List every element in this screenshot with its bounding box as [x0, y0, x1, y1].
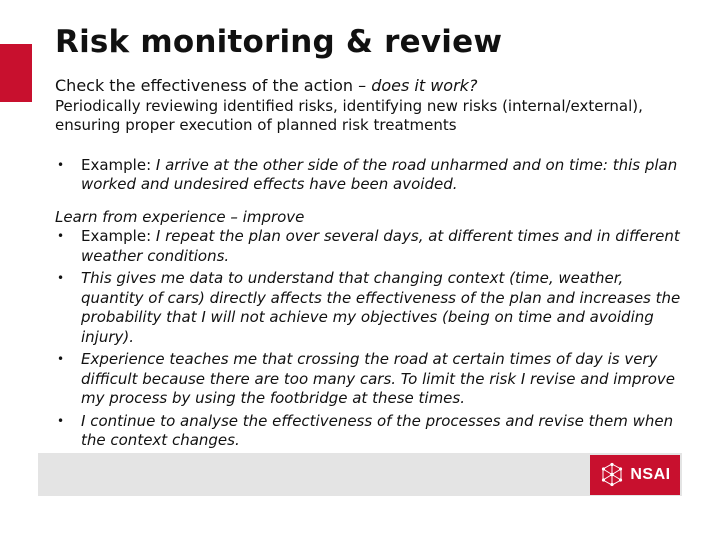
slide-content — [55, 76, 685, 454]
example-label: Example: — [81, 227, 152, 245]
nsai-logo — [590, 455, 680, 495]
learn-item-text: Experience teaches me that crossing the road at certain times of day is very difficult because there are too many cars. To limit the risk I revise and improve my process by using the footbridge at these times. — [81, 350, 676, 407]
list-item — [55, 350, 685, 409]
slide-title: Risk monitoring & review — [55, 24, 503, 60]
learn-list — [55, 227, 685, 451]
list-item — [55, 156, 685, 195]
intro-lead-italic: does it work? — [371, 76, 478, 95]
intro-lead-text: Check the effectiveness of the action – — [55, 76, 372, 95]
nsai-network-icon — [599, 462, 625, 488]
bullet-marker: • — [57, 271, 65, 285]
bullet-marker: • — [57, 229, 65, 243]
learn-heading: Learn from experience – improve — [55, 207, 305, 226]
learn-item-text: I continue to analyse the effectiveness of the processes and revise them when the context changes. — [81, 411, 674, 449]
bullet-marker: • — [57, 413, 65, 428]
list-item — [55, 227, 685, 266]
accent-bar — [0, 44, 32, 102]
intro-lead — [55, 76, 685, 96]
learn-item-text: I repeat the plan over several days, at different times and in different weather conditions. — [81, 227, 680, 265]
example-label: Example: — [81, 155, 152, 174]
logo-text: NSAI — [630, 466, 671, 483]
intro-body: Periodically reviewing identified risks, identifying new risks (internal/external), ensuring proper execution of planned risk treatments — [55, 96, 643, 134]
learn-item-text: This gives me data to understand that changing context (time, weather, quantity of cars) directly affects the effectiveness of the plan and increases the probability that I will not achieve my objectives (being on time and avoiding injury). — [81, 269, 681, 346]
footer-strip — [38, 453, 682, 496]
list-item — [55, 412, 685, 451]
bullet-marker: • — [57, 157, 65, 172]
list-item — [55, 269, 685, 347]
example-text: I arrive at the other side of the road unharmed and on time: this plan worked and undesired effects have been avoided. — [81, 155, 678, 193]
bullet-marker: • — [57, 352, 65, 366]
example-list — [55, 156, 685, 195]
